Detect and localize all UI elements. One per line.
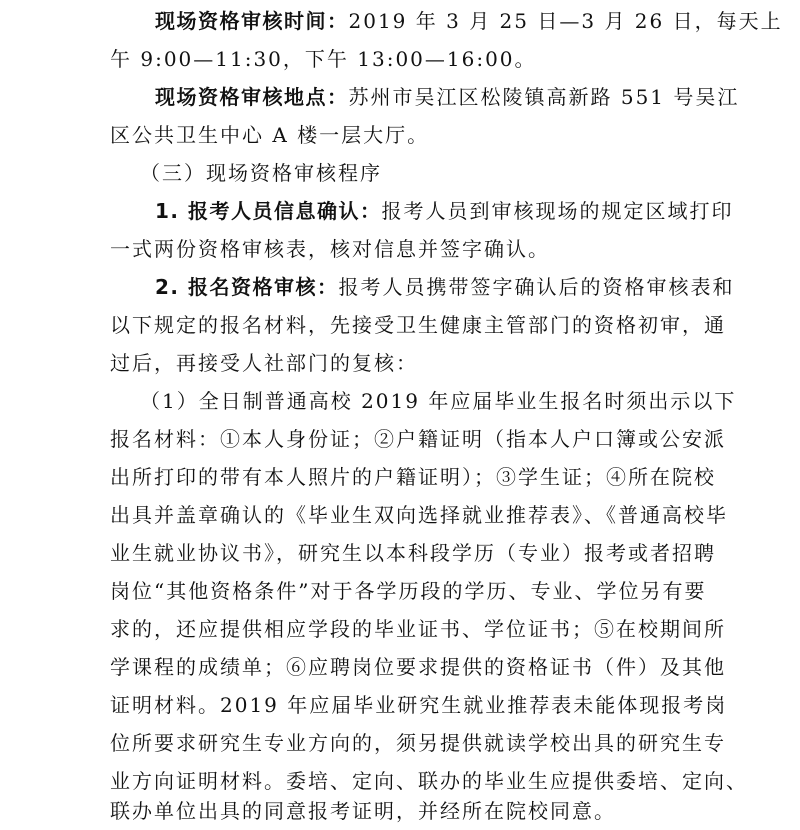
review-time-line-2: 午 9:00—11:30，下午 13:00—16:00。: [110, 47, 537, 71]
qualification-review-line-1: [155, 268, 735, 306]
review-time-line-1: [155, 2, 783, 40]
materials-line-3: 出所打印的带有本人照片的户籍证明）；③学生证；④所在院校: [110, 465, 716, 489]
qualification-review-line-3: 过后，再接受人社部门的复核：: [110, 351, 418, 375]
materials-line-8: 学课程的成绩单；⑥应聘岗位要求提供的资格证书（件）及其他: [110, 655, 726, 679]
qualification-review-label: 2. 报名资格审核：: [155, 275, 339, 299]
review-location-label: 现场资格审核地点：: [155, 85, 349, 109]
review-location-line-1: [155, 78, 740, 116]
materials-line-4: 出具并盖章确认的《毕业生双向选择就业推荐表》、《普通高校毕: [110, 503, 728, 527]
info-confirm-text: 报考人员到审核现场的规定区域打印: [381, 199, 734, 223]
qualification-review-line-2: 以下规定的报名材料，先接受卫生健康主管部门的资格初审，通: [110, 313, 726, 337]
review-time-label: 现场资格审核时间：: [155, 9, 349, 33]
materials-line-5: 业生就业协议书》，研究生以本科段学历（专业）报考或者招聘: [110, 541, 716, 565]
materials-line-6: 岗位“其他资格条件”对于各学历段的学历、专业、学位另有要: [110, 579, 707, 603]
materials-line-1: （1）全日制普通高校 2019 年应届毕业生报名时须出示以下: [140, 389, 737, 413]
section-heading: （三）现场资格审核程序: [140, 161, 382, 185]
qualification-review-text: 报考人员携带签字确认后的资格审核表和: [338, 275, 735, 299]
review-time-text: 2019 年 3 月 25 日—3 月 26 日，每天上: [348, 9, 783, 33]
materials-line-12: 联办单位出具的同意报考证明，并经所在院校同意。: [110, 799, 616, 823]
info-confirm-line-2: 一式两份资格审核表，核对信息并签字确认。: [110, 237, 550, 261]
review-location-line-2: 区公共卫生中心 A 楼一层大厅。: [110, 123, 430, 147]
info-confirm-label: 1. 报考人员信息确认：: [155, 199, 382, 223]
materials-line-2: 报名材料：①本人身份证；②户籍证明（指本人户口簿或公安派: [110, 427, 726, 451]
materials-line-9: 证明材料。2019 年应届毕业研究生就业推荐表未能体现报考岗: [110, 693, 728, 717]
materials-line-11: 业方向证明材料。委培、定向、联办的毕业生应提供委培、定向、: [110, 769, 748, 793]
info-confirm-line-1: [155, 192, 734, 230]
materials-line-10: 位所要求研究生专业方向的，须另提供就读学校出具的研究生专: [110, 731, 726, 755]
review-location-text: 苏州市吴江区松陵镇高新路 551 号吴江: [348, 85, 740, 109]
materials-line-7: 求的，还应提供相应学段的毕业证书、学位证书；⑤在校期间所: [110, 617, 726, 641]
